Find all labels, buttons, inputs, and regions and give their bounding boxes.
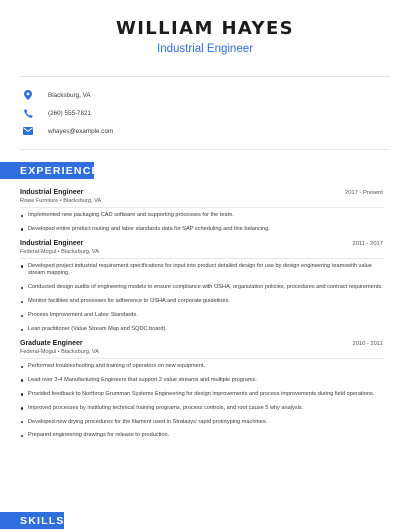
list-item: Provided feedback to Northrop Grumman Systems Engineering for design improvements and process improvements during field operations.: [20, 391, 383, 399]
list-item: Conducted design audits of engineering models to ensure compliance with OSHA, organization policies, procedures and contract requirements.: [20, 284, 383, 292]
job-company: Federal-Mogul • Blacksburg, VA: [20, 248, 99, 255]
list-item: Implemented new packaging CAD software and supporting processes for the team.: [20, 212, 383, 220]
list-item: Improved processes by instituting technical training programs, process controls, and root cause 5 why analysis.: [20, 405, 383, 413]
experience-list: [20, 189, 383, 446]
job-dates: 2011 - 2017: [352, 240, 383, 247]
list-item: Developed new drying procedures for the filament used in Stratasys' rapid prototyping machines.: [20, 419, 383, 427]
candidate-name: WILLIAM HAYES: [115, 18, 295, 39]
divider: [20, 207, 383, 208]
job-entry: [20, 340, 383, 440]
contact-location-text: Blacksburg, VA: [48, 91, 91, 99]
contact-location: [20, 86, 390, 104]
contact-info: [20, 76, 390, 150]
job-bullets: [20, 263, 383, 334]
divider: [20, 258, 383, 259]
job-entry: [20, 240, 383, 334]
contact-email-text: whayes@example.com: [48, 127, 114, 135]
job-dates: 2010 - 2011: [352, 340, 383, 347]
list-item: Prepared engineering drawings for release to production.: [20, 432, 383, 440]
job-title: Industrial Engineer: [20, 239, 84, 247]
list-item: Developed project industrial requirement specifications for input into product detailed design for use by design engineering teamswith value stream mapping.: [20, 263, 383, 278]
experience-section-heading: EXPERIENCE: [0, 162, 94, 179]
job-entry: [20, 189, 383, 234]
candidate-title: Industrial Engineer: [157, 43, 253, 55]
contact-phone-text: (260) 555-7821: [48, 109, 92, 117]
phone-icon: [23, 108, 33, 118]
divider: [20, 358, 383, 359]
job-bullets: [20, 363, 383, 440]
contact-email: [20, 122, 390, 140]
envelope-icon: [23, 126, 33, 136]
list-item: Lead over 3-4 Manufacturing Engineers that support 2 value streams and multiple programs.: [20, 377, 383, 385]
list-item: Performed troubleshooting and training of operators on new equipment.: [20, 363, 383, 371]
contact-phone: [20, 104, 390, 122]
skills-section-heading: SKILLS: [0, 512, 64, 529]
resume-header: [0, 0, 410, 55]
list-item: Process Improvement and Labor Standards.: [20, 312, 383, 320]
job-company: Federal-Mogul • Blacksburg, VA: [20, 348, 99, 355]
job-title: Graduate Engineer: [20, 339, 83, 347]
list-item: Lean practitioner (Value Stream Map and SQDC board).: [20, 326, 383, 334]
job-dates: 2017 - Present: [344, 190, 383, 196]
job-bullets: [20, 212, 383, 234]
job-company: Rowe Furniture • Blacksburg, VA: [20, 198, 102, 204]
job-title: Industrial Engineer: [20, 189, 84, 196]
list-item: Developed entire product routing and labor standards data for SAP scheduling and line balancing.: [20, 226, 383, 234]
location-pin-icon: [23, 90, 33, 100]
list-item: Monitor facilities and processes for adherence to OSHA and corporate guidelines.: [20, 298, 383, 306]
